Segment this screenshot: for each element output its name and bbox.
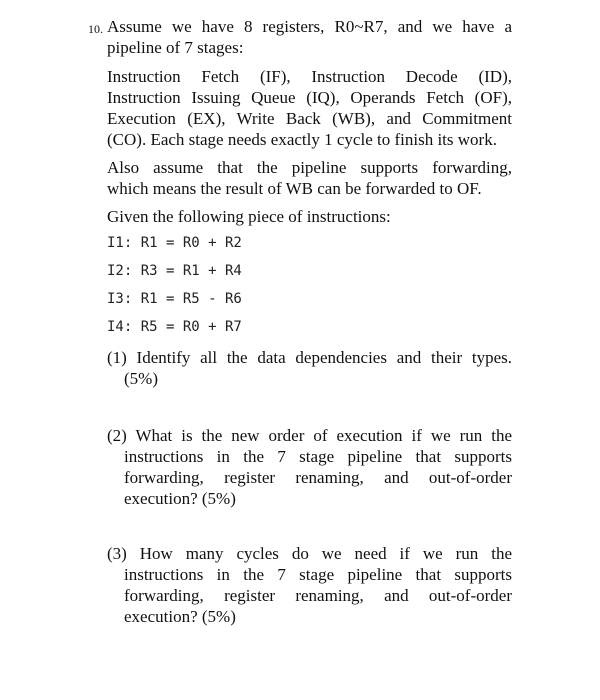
forwarding-paragraph [107, 157, 512, 199]
sub-question-2 [107, 425, 512, 509]
sub-question-line: (1) Identify all the data dependencies and their types. [107, 348, 512, 367]
sub-question-3 [107, 543, 512, 627]
sub-question-line: forwarding, register renaming, and out-of-order [124, 468, 512, 487]
sub-question-line: (5%) [124, 369, 158, 388]
sub-question-line: (2) What is the new order of execution if we run the [107, 426, 512, 445]
forwarding-line: Also assume that the pipeline supports forwarding, [107, 158, 512, 177]
sub-question-line: execution? (5%) [124, 489, 236, 508]
stages-line: Execution (EX), Write Back (WB), and Commitment [107, 109, 512, 128]
instruction-line: I2: R3 = R1 + R4 [107, 263, 242, 279]
sub-question-line: (3) How many cycles do we need if we run the [107, 544, 512, 563]
stages-line: Instruction Fetch (IF), Instruction Decode (ID), [107, 67, 512, 86]
instruction-line: I1: R1 = R0 + R2 [107, 235, 242, 251]
forwarding-line: which means the result of WB can be forwarded to OF. [107, 179, 482, 198]
stages-line: (CO). Each stage needs exactly 1 cycle to finish its work. [107, 130, 497, 149]
sub-question-line: forwarding, register renaming, and out-of-order [124, 586, 512, 605]
question-intro [107, 16, 512, 58]
sub-question-line: instructions in the 7 stage pipeline that supports [124, 447, 512, 466]
stages-line: Instruction Issuing Queue (IQ), Operands Fetch (OF), [107, 88, 512, 107]
intro-line: pipeline of 7 stages: [107, 38, 244, 57]
instruction-line: I3: R1 = R5 - R6 [107, 291, 242, 307]
sub-question-line: execution? (5%) [124, 607, 236, 626]
intro-line: Assume we have 8 registers, R0~R7, and we have a [107, 17, 512, 36]
sub-question-1 [107, 347, 512, 389]
pipeline-stages-paragraph [107, 66, 512, 150]
instruction-line: I4: R5 = R0 + R7 [107, 319, 242, 335]
given-instructions-text: Given the following piece of instructions: [107, 207, 391, 226]
question-number: 10. [88, 22, 103, 36]
sub-question-line: instructions in the 7 stage pipeline that supports [124, 565, 512, 584]
